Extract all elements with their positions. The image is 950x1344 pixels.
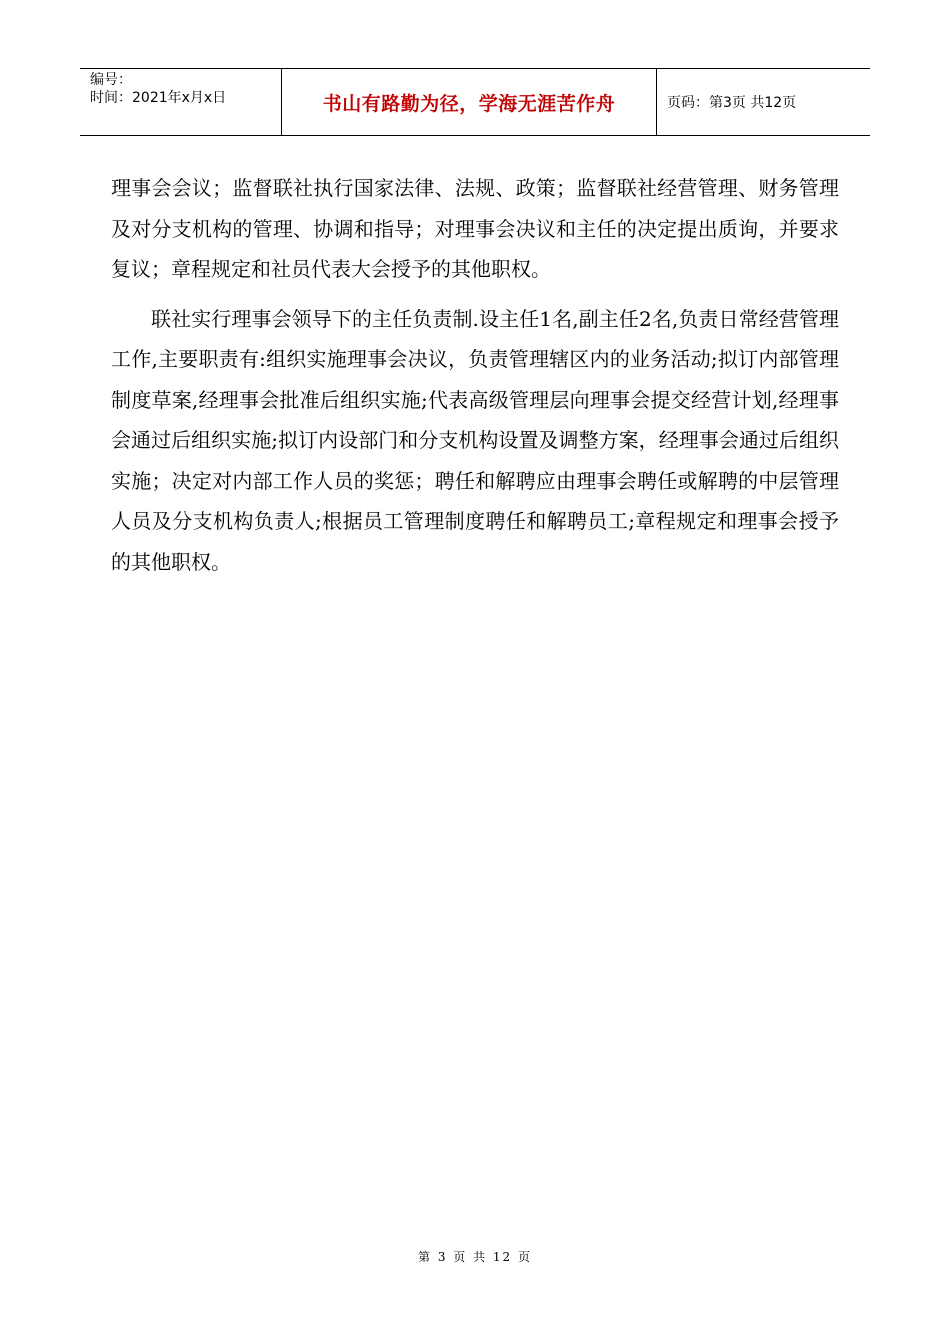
page-footer: 第 3 页 共 12 页: [418, 1250, 532, 1264]
header-page-number: 页码：第3页 共12页: [667, 95, 797, 111]
paragraph-continuation: 理事会会议；监督联社执行国家法律、法规、政策；监督联社经营管理、财务管理及对分支机构的管理、协调和指导；对理事会决议和主任的决定提出质询，并要求复议；章程规定和社员代表大会授予的其他职权。: [111, 176, 839, 281]
document-date-label: 时间：2021年x月x日: [90, 90, 227, 106]
paragraph-director-duties: 联社实行理事会领导下的主任负责制.设主任1名,副主任2名,负责日常经营管理工作,主要职责有:组织实施理事会决议，负责管理辖区内的业务活动;拟订内部管理制度草案,经理事会批准后组织实施;代表高级管理层向理事会提交经营计划,经理事会通过后组织实施;拟订内设部门和分支机构设置及调整方案，经理事会通过后组织实施；决定对内部工作人员的奖惩；聘任和解聘应由理事会聘任或解聘的中层管理人员及分支机构负责人;根据员工管理制度聘任和解聘员工;章程规定和理事会授予的其他职权。: [111, 306, 839, 574]
document-number-label: 编号：: [90, 72, 132, 88]
document-body: [111, 168, 839, 591]
header-info-cell: [80, 69, 282, 135]
page-header: [80, 68, 870, 136]
header-motto: 书山有路勤为径，学海无涯苦作舟: [282, 69, 657, 135]
